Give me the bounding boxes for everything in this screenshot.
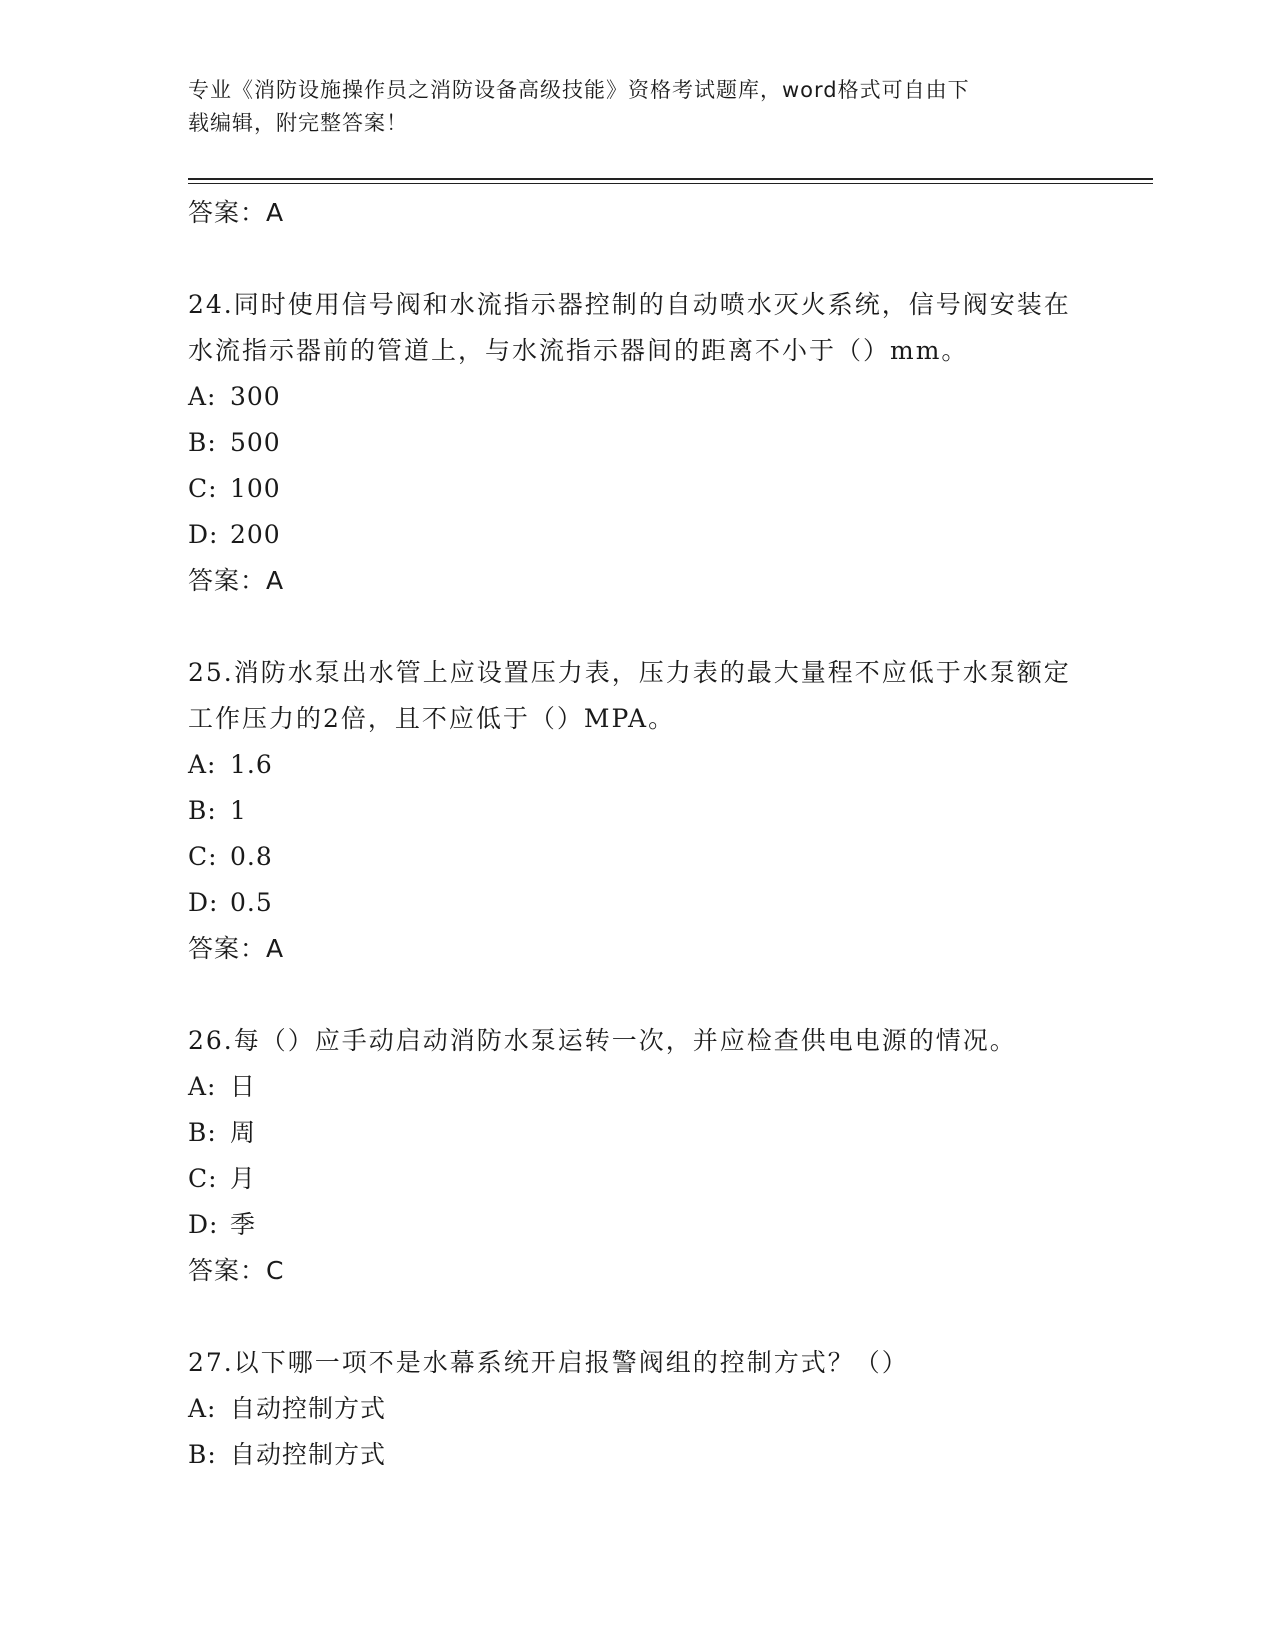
option-value: 1: [230, 796, 247, 825]
option-key: A:: [188, 1394, 217, 1423]
option-item: [188, 880, 1088, 926]
header-line-2: 载编辑，附完整答案！: [188, 111, 408, 135]
option-item: [188, 374, 1088, 420]
header-rule-thick: [188, 178, 1153, 180]
option-key: B:: [188, 1118, 217, 1147]
option-key: C:: [188, 474, 218, 503]
option-item: [188, 788, 1088, 834]
question-list: [188, 190, 1088, 1478]
option-key: B:: [188, 1440, 217, 1469]
option-value: 周: [230, 1118, 257, 1147]
option-key: A:: [188, 382, 217, 411]
option-value: 100: [230, 474, 281, 503]
option-value: 季: [230, 1210, 257, 1239]
option-item: [188, 1202, 1088, 1248]
option-key: D:: [188, 520, 219, 549]
option-item: [188, 1432, 1088, 1478]
question-block: [188, 1340, 1088, 1478]
option-item: [188, 420, 1088, 466]
option-key: B:: [188, 428, 217, 457]
question-text: 26.每（）应手动启动消防水泵运转一次，并应检查供电电源的情况。: [188, 1026, 1017, 1055]
question-block: [188, 282, 1088, 604]
option-value: 0.5: [230, 888, 273, 917]
option-key: D:: [188, 1210, 219, 1239]
question-text: 27.以下哪一项不是水幕系统开启报警阀组的控制方式？（）: [188, 1348, 909, 1377]
question-text: 25.消防水泵出水管上应设置压力表，压力表的最大量程不应低于水泵额定工作压力的2倍，且不应低于（）MPA。: [188, 658, 1071, 733]
option-value: 1.6: [230, 750, 273, 779]
option-value: 200: [230, 520, 281, 549]
option-value: 自动控制方式: [230, 1394, 387, 1423]
option-key: D:: [188, 888, 219, 917]
option-value: 0.8: [230, 842, 273, 871]
option-item: [188, 466, 1088, 512]
question-block: [188, 650, 1088, 972]
option-key: A:: [188, 1072, 217, 1101]
answer-line: 答案：A: [188, 566, 285, 595]
option-item: [188, 1156, 1088, 1202]
header-line-1: 专业《消防设施操作员之消防设备高级技能》资格考试题库，word格式可自由下: [188, 78, 970, 102]
document-header: [188, 74, 1068, 140]
option-key: C:: [188, 1164, 218, 1193]
option-item: [188, 512, 1088, 558]
option-item: [188, 1110, 1088, 1156]
option-key: C:: [188, 842, 218, 871]
option-item: [188, 1064, 1088, 1110]
question-block: [188, 1018, 1088, 1294]
option-value: 500: [230, 428, 281, 457]
answer-line: 答案：A: [188, 934, 285, 963]
header-rule-thin: [188, 183, 1153, 184]
option-value: 月: [230, 1164, 257, 1193]
answer-line: 答案：A: [188, 198, 285, 227]
option-key: A:: [188, 750, 217, 779]
option-value: 300: [230, 382, 281, 411]
option-item: [188, 834, 1088, 880]
answer-line: 答案：C: [188, 1256, 285, 1285]
question-text: 24.同时使用信号阀和水流指示器控制的自动喷水灭火系统，信号阀安装在水流指示器前的管道上，与水流指示器间的距离不小于（）mm。: [188, 290, 1071, 365]
option-value: 自动控制方式: [230, 1440, 387, 1469]
option-item: [188, 742, 1088, 788]
option-item: [188, 1386, 1088, 1432]
option-key: B:: [188, 796, 217, 825]
option-value: 日: [230, 1072, 257, 1101]
